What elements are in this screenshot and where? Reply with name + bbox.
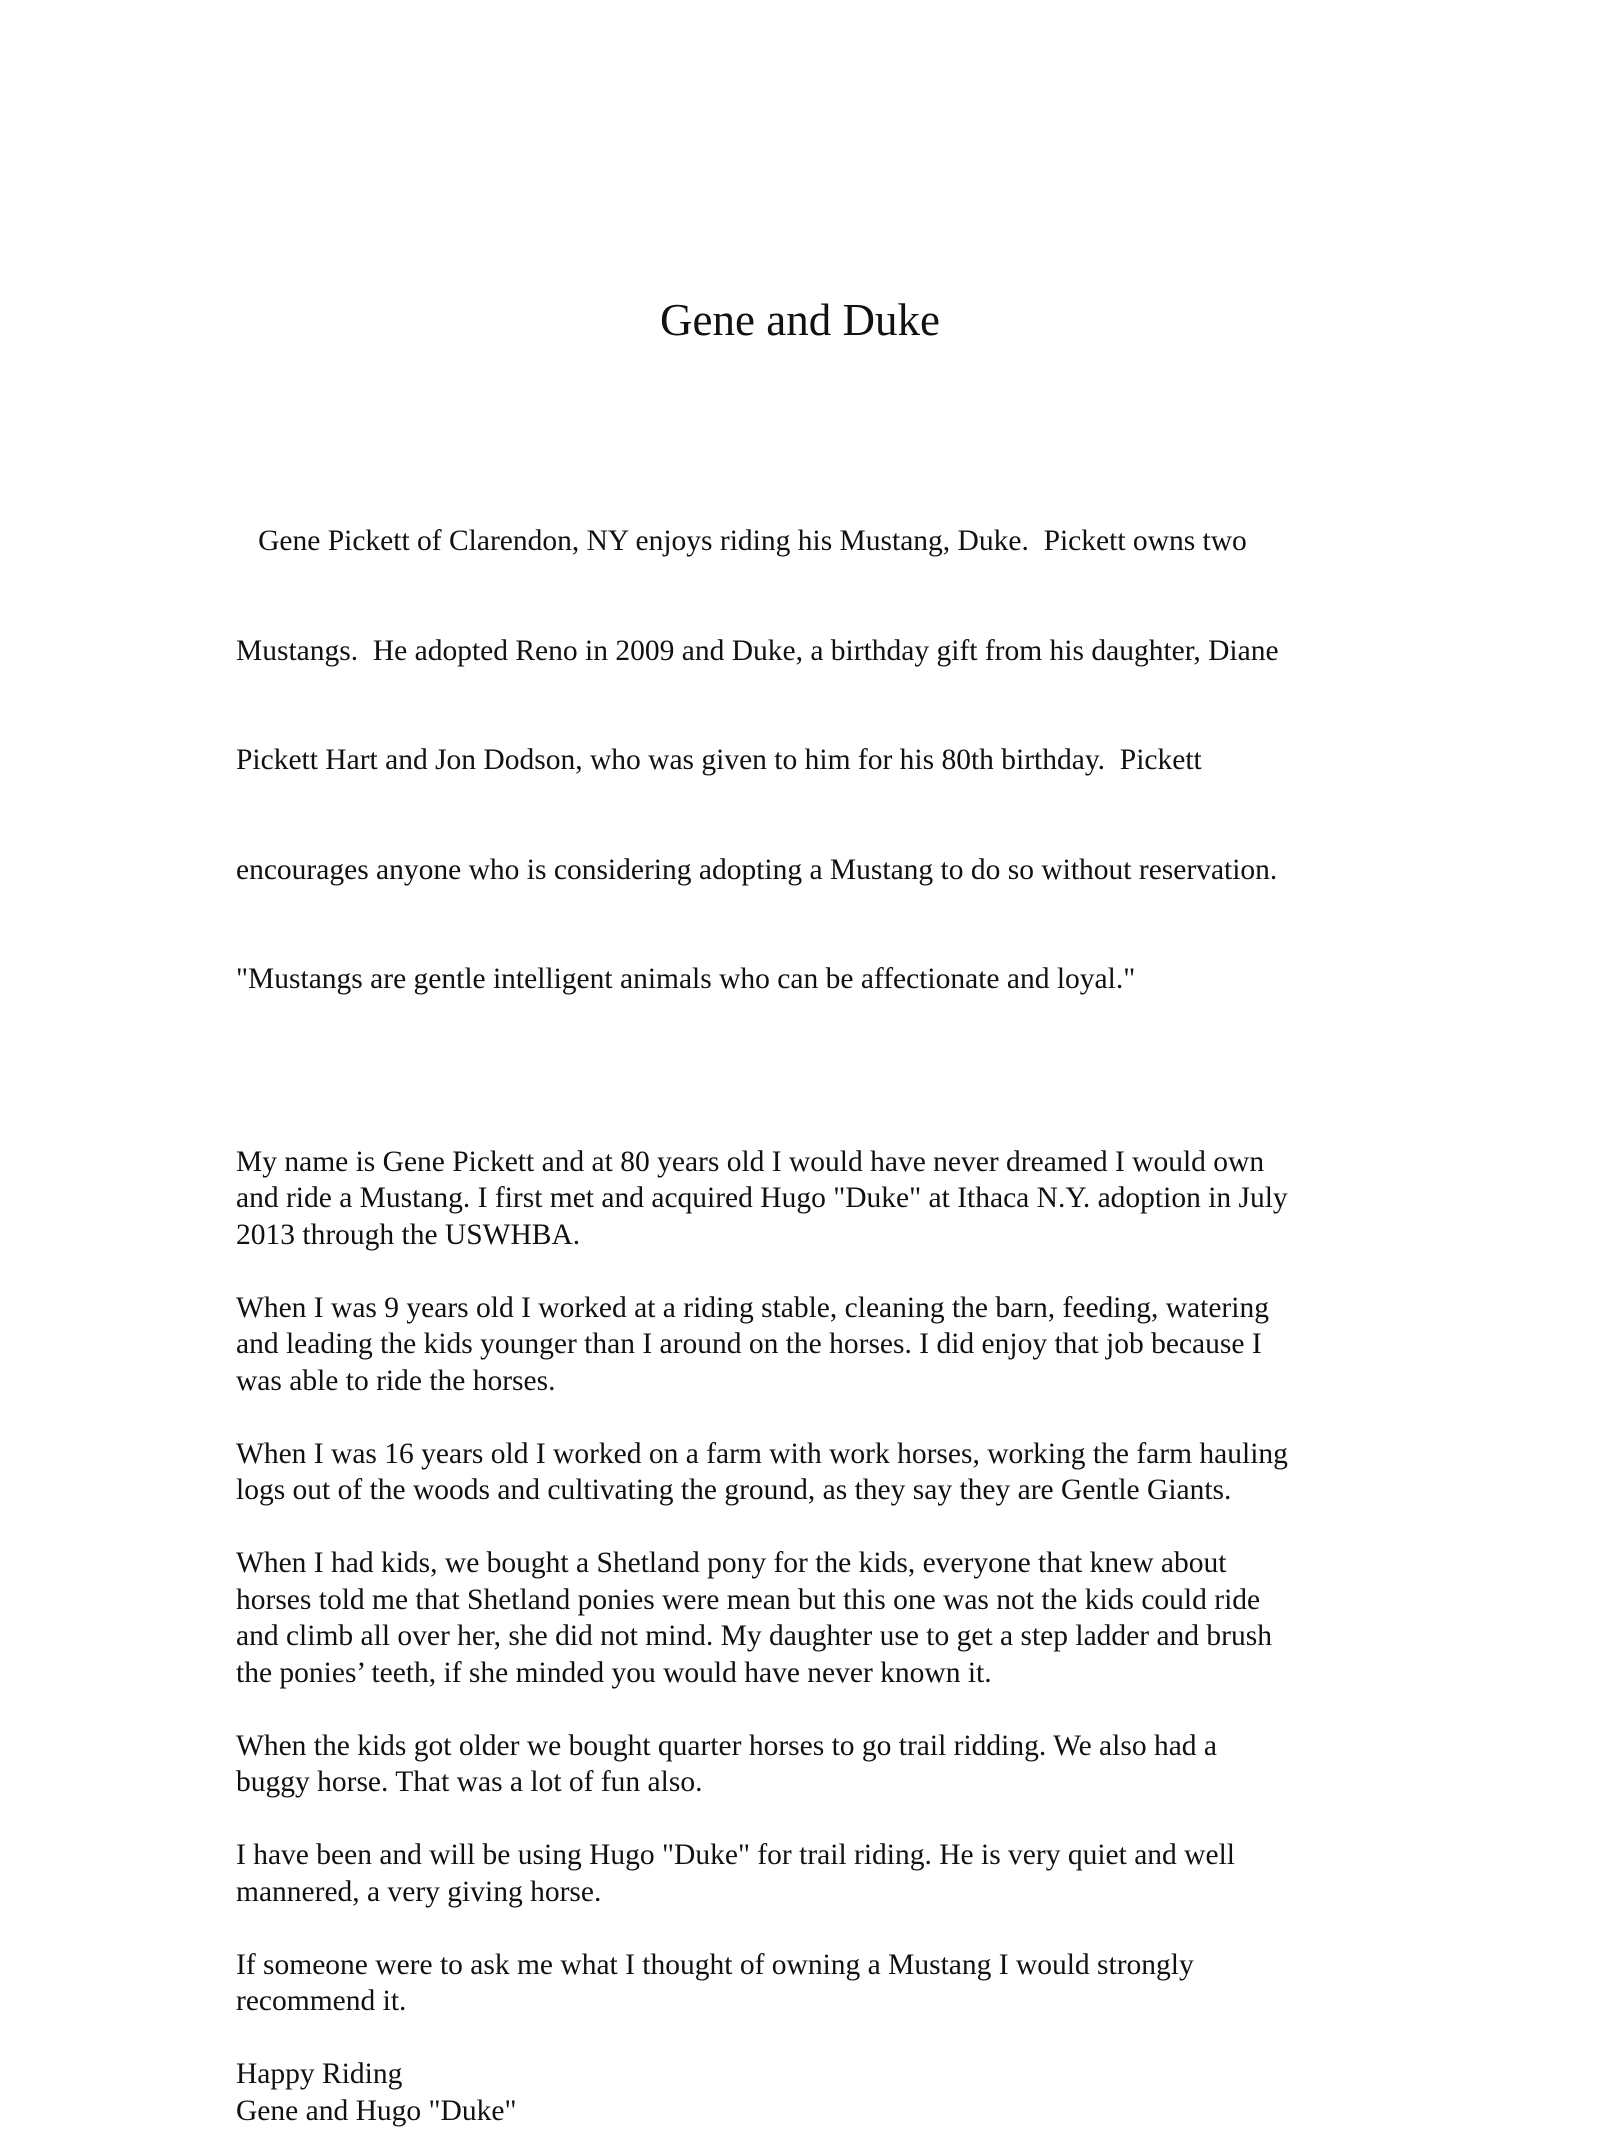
intro-line: Pickett Hart and Jon Dodson, who was given to him for his 80th birthday. Pickett [236, 742, 1366, 779]
paragraph-line: When I was 9 years old I worked at a riding stable, cleaning the barn, feeding, watering [236, 1290, 1366, 1327]
paragraph-line: When I was 16 years old I worked on a farm with work horses, working the farm hauling [236, 1436, 1366, 1473]
paragraph-line: logs out of the woods and cultivating the ground, as they say they are Gentle Giants. [236, 1472, 1366, 1509]
signoff [236, 2056, 1366, 2129]
paragraph-line: 2013 through the USWHBA. [236, 1217, 1366, 1254]
intro-paragraph [236, 450, 1366, 1071]
paragraph-line: When the kids got older we bought quarter horses to go trail ridding. We also had a [236, 1728, 1366, 1765]
paragraph-trail-riding [236, 1837, 1366, 1910]
intro-line: "Mustangs are gentle intelligent animals who can be affectionate and loyal." [236, 961, 1366, 998]
paragraph-introduction [236, 1144, 1366, 1254]
paragraph-line: and ride a Mustang. I first met and acquired Hugo "Duke" at Ithaca N.Y. adoption in July [236, 1180, 1366, 1217]
intro-line: encourages anyone who is considering adopting a Mustang to do so without reservation. [236, 852, 1366, 889]
paragraph-line: When I had kids, we bought a Shetland pony for the kids, everyone that knew about [236, 1545, 1366, 1582]
paragraph-line: recommend it. [236, 1983, 1366, 2020]
paragraph-riding-stable [236, 1290, 1366, 1400]
paragraph-farm [236, 1436, 1366, 1509]
paragraph-quarter-horses [236, 1728, 1366, 1801]
paragraph-line: was able to ride the horses. [236, 1363, 1366, 1400]
document-body [236, 450, 1366, 2129]
paragraph-line: and climb all over her, she did not mind. My daughter use to get a step ladder and brush [236, 1618, 1366, 1655]
intro-line: Gene Pickett of Clarendon, NY enjoys riding his Mustang, Duke. Pickett owns two [236, 523, 1366, 560]
paragraph-recommendation [236, 1947, 1366, 2020]
page-title: Gene and Duke [0, 290, 1600, 350]
paragraph-line: If someone were to ask me what I thought of owning a Mustang I would strongly [236, 1947, 1366, 1984]
paragraph-line: mannered, a very giving horse. [236, 1874, 1366, 1911]
signoff-greeting: Happy Riding [236, 2056, 1366, 2093]
intro-line: Mustangs. He adopted Reno in 2009 and Duke, a birthday gift from his daughter, Diane [236, 633, 1366, 670]
paragraph-line: the ponies’ teeth, if she minded you would have never known it. [236, 1655, 1366, 1692]
paragraph-line: My name is Gene Pickett and at 80 years old I would have never dreamed I would own [236, 1144, 1366, 1181]
paragraph-line: horses told me that Shetland ponies were mean but this one was not the kids could ride [236, 1582, 1366, 1619]
paragraph-line: I have been and will be using Hugo "Duke" for trail riding. He is very quiet and well [236, 1837, 1366, 1874]
signoff-signature: Gene and Hugo "Duke" [236, 2093, 1366, 2129]
paragraph-shetland-pony [236, 1545, 1366, 1691]
paragraph-line: buggy horse. That was a lot of fun also. [236, 1764, 1366, 1801]
paragraph-line: and leading the kids younger than I around on the horses. I did enjoy that job because I [236, 1326, 1366, 1363]
